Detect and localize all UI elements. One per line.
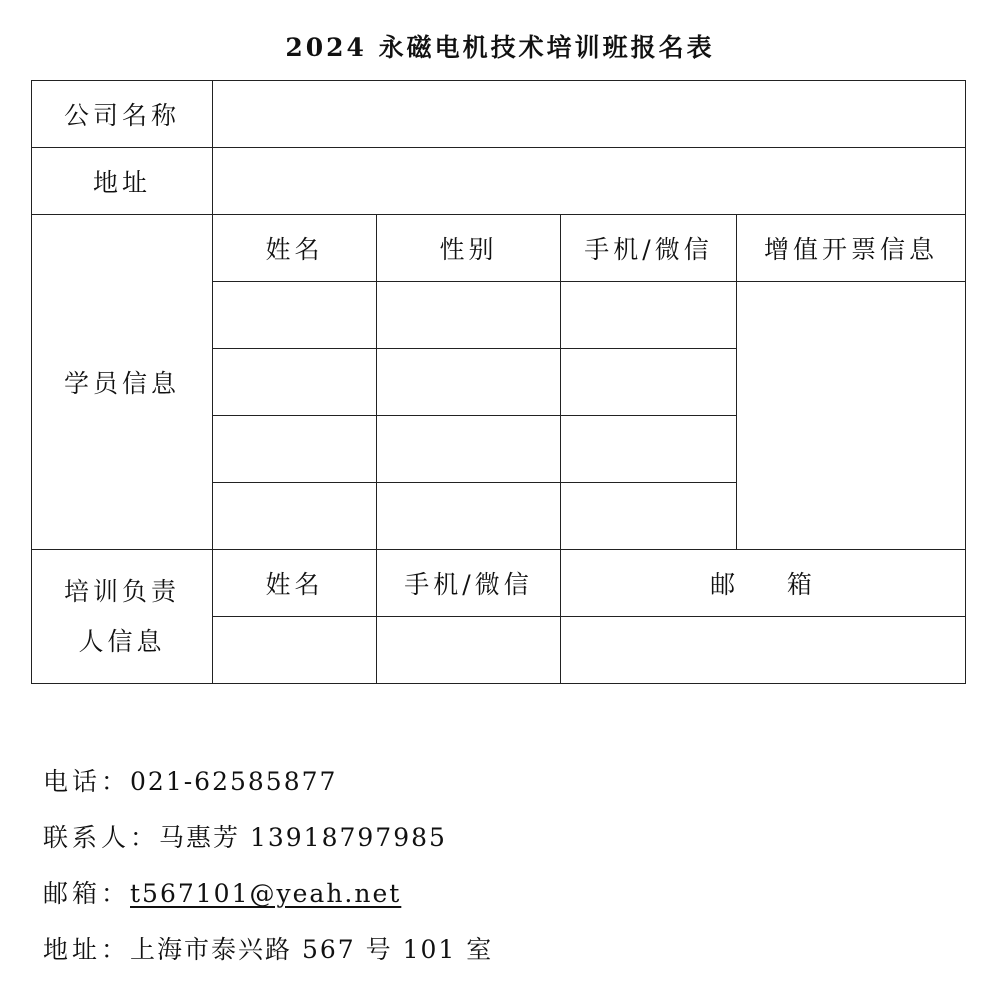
contact-phone-label: 电话：	[43, 767, 131, 796]
student-info-label: 学员信息	[32, 215, 213, 550]
student-phone-header: 手机/微信	[561, 215, 737, 282]
trainer-header-row	[32, 550, 966, 617]
student-name-input[interactable]	[213, 282, 377, 349]
student-phone-input[interactable]	[561, 483, 737, 550]
trainer-phone-input[interactable]	[377, 617, 561, 684]
contact-address-value: 上海市泰兴路 567 号 101 室	[130, 935, 494, 964]
contact-phone	[43, 762, 337, 798]
student-gender-header: 性别	[377, 215, 561, 282]
contact-person-label: 联系人：	[43, 823, 160, 852]
trainer-info-label	[32, 550, 213, 684]
student-gender-input[interactable]	[377, 349, 561, 416]
contact-address	[43, 930, 493, 966]
address-input[interactable]	[213, 148, 966, 215]
contact-email-link[interactable]: t567101@yeah.net	[130, 879, 402, 908]
company-name-label: 公司名称	[32, 81, 213, 148]
trainer-email-input[interactable]	[561, 617, 966, 684]
trainer-phone-header: 手机/微信	[377, 550, 561, 617]
student-name-input[interactable]	[213, 483, 377, 550]
trainer-info-label-line1: 培训负责	[63, 576, 180, 606]
address-row	[32, 148, 966, 215]
form-title: 2024 永磁电机技术培训班报名表	[285, 33, 715, 62]
company-name-input[interactable]	[213, 81, 966, 148]
trainer-email-header: 邮 箱	[561, 550, 966, 617]
invoice-info-input[interactable]	[737, 282, 966, 550]
invoice-info-header: 增值开票信息	[737, 215, 966, 282]
student-name-input[interactable]	[213, 349, 377, 416]
contact-email	[43, 874, 401, 910]
trainer-name-header: 姓名	[213, 550, 377, 617]
student-header-row	[32, 215, 966, 282]
trainer-info-label-line2: 人信息	[78, 626, 166, 656]
address-label: 地址	[32, 148, 213, 215]
contact-person	[43, 818, 447, 854]
company-row	[32, 81, 966, 148]
contact-address-label: 地址：	[43, 935, 131, 964]
student-phone-input[interactable]	[561, 349, 737, 416]
trainer-name-input[interactable]	[213, 617, 377, 684]
student-gender-input[interactable]	[377, 416, 561, 483]
student-name-input[interactable]	[213, 416, 377, 483]
contact-person-value: 马惠芳 13918797985	[159, 823, 447, 852]
student-gender-input[interactable]	[377, 282, 561, 349]
registration-form-table	[31, 80, 966, 684]
student-phone-input[interactable]	[561, 416, 737, 483]
contact-email-label: 邮箱：	[43, 879, 131, 908]
student-name-header: 姓名	[213, 215, 377, 282]
student-gender-input[interactable]	[377, 483, 561, 550]
student-phone-input[interactable]	[561, 282, 737, 349]
contact-phone-value: 021-62585877	[130, 767, 338, 796]
